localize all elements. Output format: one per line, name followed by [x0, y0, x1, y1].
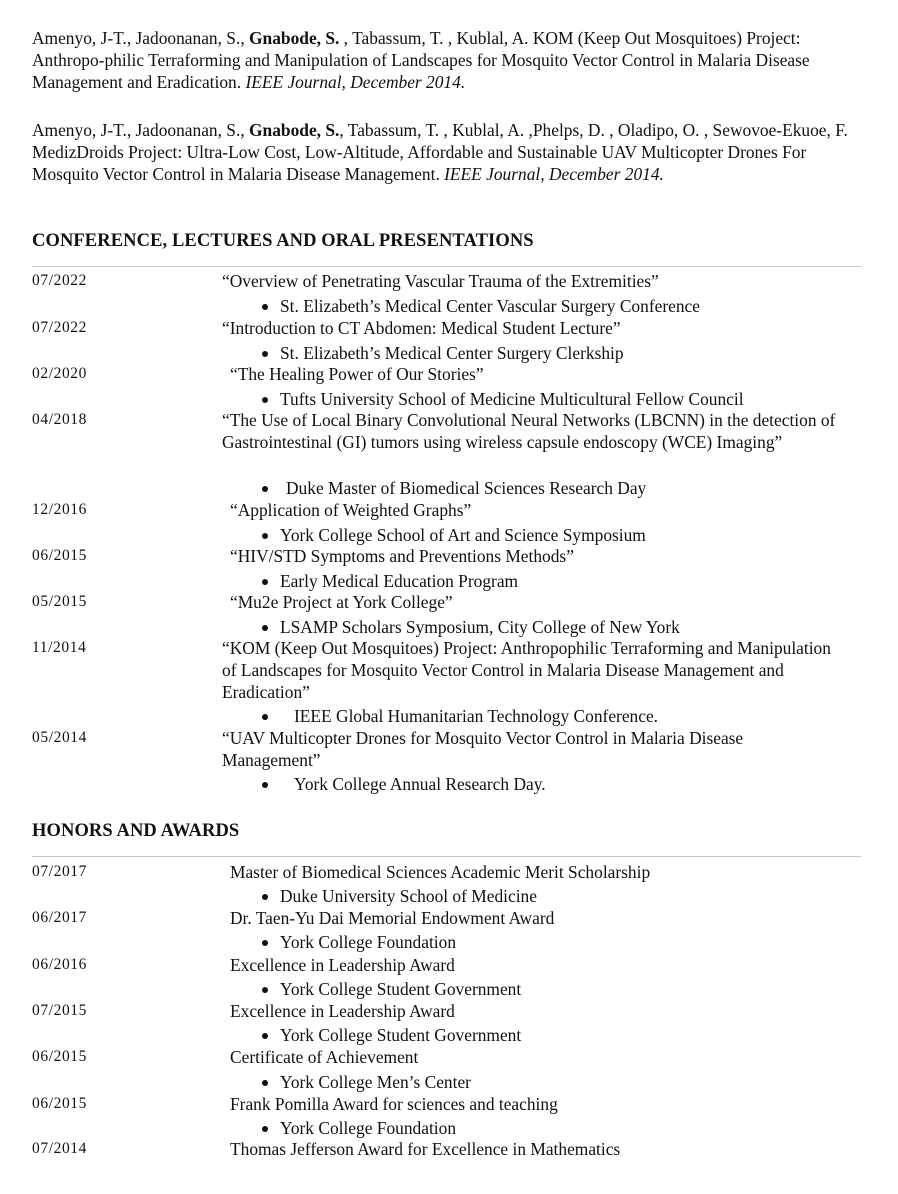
- entry-venue-text: York College Student Government: [280, 979, 522, 999]
- entry-venue-text: York College School of Art and Science Symposium: [280, 525, 646, 545]
- bullet-icon: [262, 714, 268, 720]
- entry-date: 07/2022: [32, 319, 88, 336]
- entry-date: 07/2022: [32, 272, 88, 289]
- honors-heading: HONORS AND AWARDS: [32, 821, 240, 841]
- publication-journal: IEEE Journal, December 2014.: [245, 72, 466, 92]
- entry-title: Certificate of Achievement: [230, 1047, 419, 1067]
- entry-venue: [262, 978, 521, 1000]
- bullet-icon: [262, 397, 268, 403]
- entry-date: 06/2015: [32, 1048, 88, 1065]
- entry-venue-text: Early Medical Education Program: [280, 571, 519, 591]
- entry-title: “Introduction to CT Abdomen: Medical Student Lecture”: [222, 318, 621, 338]
- publication-authors: Amenyo, J-T., Jadoonanan, S.,: [32, 28, 250, 48]
- bullet-icon: [262, 486, 268, 492]
- entry-venue: [262, 705, 658, 727]
- entry-date: 07/2015: [32, 1002, 88, 1019]
- section-divider: [32, 266, 861, 267]
- entry-title: “The Healing Power of Our Stories”: [230, 364, 484, 384]
- entry-date: 06/2017: [32, 909, 88, 926]
- bullet-icon: [262, 1033, 268, 1039]
- bullet-icon: [262, 894, 268, 900]
- entry-venue: [262, 1071, 471, 1093]
- entry-venue-text: IEEE Global Humanitarian Technology Conference.: [294, 706, 659, 726]
- entry-venue: [262, 616, 680, 638]
- entry-venue: [262, 885, 537, 907]
- entry-title: “UAV Multicopter Drones for Mosquito Vector Control in Malaria Disease Management”: [222, 728, 744, 770]
- entry-venue: [262, 477, 646, 499]
- bullet-icon: [262, 351, 268, 357]
- publication-authors: Amenyo, J-T., Jadoonanan, S.,: [32, 120, 250, 140]
- section-divider: [32, 856, 861, 857]
- entry-venue-text: St. Elizabeth’s Medical Center Surgery Clerkship: [280, 343, 624, 363]
- publication-title: , Tabassum, T. , Kublal, A. ,Phelps, D. , Oladipo, O. , Sewovoe-Ekuoe, F. MedizDroids Project: Ultra-Low Cost, Low-Altitude, Affordable and Sustainable UAV Multicopter Drones For Mosquito Vector Control in Malaria Disease Management.: [32, 120, 848, 184]
- bullet-icon: [262, 782, 268, 788]
- entry-date: 06/2016: [32, 956, 88, 973]
- publication-journal: IEEE Journal, December 2014.: [444, 164, 664, 184]
- entry-title: Excellence in Leadership Award: [230, 1001, 455, 1021]
- entry-venue-text: York College Student Government: [280, 1025, 522, 1045]
- entry-title: “Mu2e Project at York College”: [230, 592, 453, 612]
- entry-date: 12/2016: [32, 501, 88, 518]
- bullet-icon: [262, 533, 268, 539]
- entry-venue-text: Duke University School of Medicine: [280, 886, 537, 906]
- entry-date: 05/2015: [32, 593, 88, 610]
- bullet-icon: [262, 1126, 268, 1132]
- publication-entry: [32, 119, 872, 185]
- bullet-icon: [262, 579, 268, 585]
- entry-date: 11/2014: [32, 639, 87, 656]
- entry-title: “The Use of Local Binary Convolutional Neural Networks (LBCNN) in the detection of Gastrointestinal (GI) tumors using wireless capsule endoscopy (WCE) Imaging”: [222, 410, 836, 452]
- entry-date: 06/2015: [32, 547, 88, 564]
- entry-title: “HIV/STD Symptoms and Preventions Methods”: [230, 546, 574, 566]
- entry-venue: [262, 570, 518, 592]
- entry-title: Frank Pomilla Award for sciences and teaching: [230, 1094, 558, 1114]
- entry-title: “Application of Weighted Graphs”: [230, 500, 472, 520]
- entry-title: Master of Biomedical Sciences Academic Merit Scholarship: [230, 862, 651, 882]
- publication-entry: [32, 27, 872, 93]
- entry-date: 07/2017: [32, 863, 88, 880]
- entry-venue: [262, 388, 744, 410]
- bullet-icon: [262, 940, 268, 946]
- entry-title: “KOM (Keep Out Mosquitoes) Project: Anthropophilic Terraforming and Manipulation of Landscapes for Mosquito Vector Control in Malaria Disease Management and Eradication”: [222, 638, 831, 702]
- entry-date: 02/2020: [32, 365, 88, 382]
- entry-venue: [262, 295, 700, 317]
- entry-venue-text: York College Foundation: [280, 932, 457, 952]
- entry-venue-text: York College Foundation: [280, 1118, 457, 1138]
- entry-date: 07/2014: [32, 1140, 88, 1157]
- entry-date: 04/2018: [32, 411, 88, 428]
- publication-title: , Tabassum, T. , Kublal, A. KOM (Keep Out Mosquitoes) Project: Anthropo-philic Terraforming and Manipulation of Landscapes for Mosquito Vector Control in Malaria Disease Management and Eradication.: [32, 28, 810, 92]
- entry-title: “Overview of Penetrating Vascular Trauma of the Extremities”: [222, 271, 659, 291]
- entry-venue-text: LSAMP Scholars Symposium, City College of New York: [280, 617, 680, 637]
- publication-highlight-author: Gnabode, S.: [249, 120, 340, 140]
- entry-date: 05/2014: [32, 729, 88, 746]
- entry-venue-text: Tufts University School of Medicine Multicultural Fellow Council: [280, 389, 744, 409]
- conferences-heading: CONFERENCE, LECTURES AND ORAL PRESENTATIONS: [32, 231, 534, 251]
- entry-venue: [262, 342, 624, 364]
- bullet-icon: [262, 304, 268, 310]
- bullet-icon: [262, 625, 268, 631]
- entry-venue-text: York College Annual Research Day.: [294, 774, 546, 794]
- entry-venue: [262, 931, 456, 953]
- publication-highlight-author: Gnabode, S.: [249, 28, 340, 48]
- entry-venue-text: York College Men’s Center: [280, 1072, 471, 1092]
- entry-venue: [262, 1024, 521, 1046]
- bullet-icon: [262, 1080, 268, 1086]
- entry-venue-text: Duke Master of Biomedical Sciences Research Day: [286, 478, 647, 498]
- entry-title: Dr. Taen-Yu Dai Memorial Endowment Award: [230, 908, 555, 928]
- entry-date: 06/2015: [32, 1095, 88, 1112]
- entry-title: Excellence in Leadership Award: [230, 955, 455, 975]
- entry-title: Thomas Jefferson Award for Excellence in Mathematics: [230, 1139, 621, 1159]
- bullet-icon: [262, 987, 268, 993]
- entry-venue-text: St. Elizabeth’s Medical Center Vascular Surgery Conference: [280, 296, 700, 316]
- entry-venue: [262, 1117, 456, 1139]
- entry-venue: [262, 524, 646, 546]
- entry-venue: [262, 773, 546, 795]
